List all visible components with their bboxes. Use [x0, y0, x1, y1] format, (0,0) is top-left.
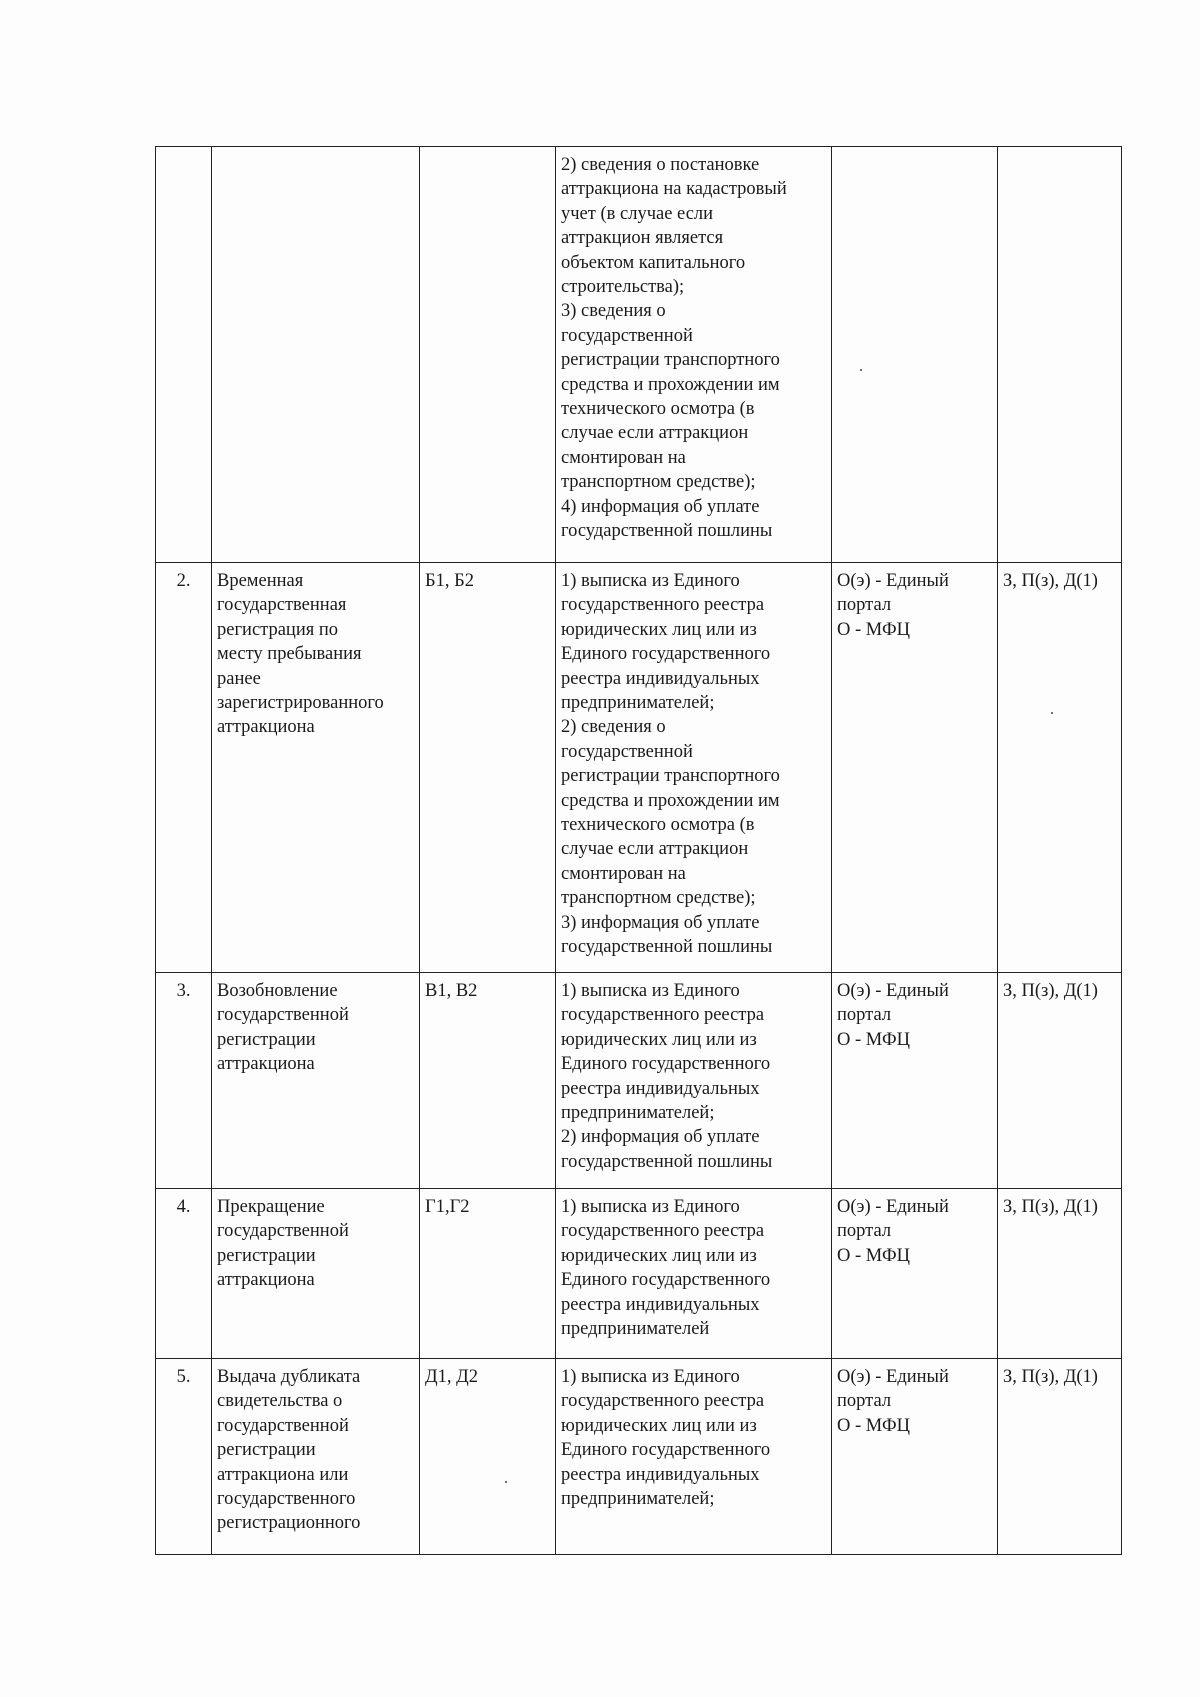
form-codes: [420, 147, 556, 563]
required-documents: [556, 1359, 832, 1555]
services-table: [155, 146, 1122, 1555]
name-line: аттракциона: [217, 1054, 315, 1075]
result-codes: З, П(з), Д(1): [998, 1189, 1122, 1359]
form-codes: Б1, Б2: [420, 563, 556, 973]
way-line: О - МФЦ: [837, 619, 910, 640]
service-name: [212, 563, 420, 973]
doc-line: случае если аттракцион: [561, 423, 749, 444]
doc-line: государственного реестра: [561, 595, 765, 616]
doc-line: случае если аттракцион: [561, 839, 749, 860]
table-row: [156, 563, 1122, 973]
doc-line: 1) выписка из Единого: [561, 571, 740, 591]
name-line: регистрации: [217, 1029, 316, 1050]
doc-line: аттракцион является: [561, 228, 724, 249]
name-line: государственного: [217, 1489, 356, 1510]
doc-line: Единого государственного: [561, 1440, 771, 1461]
doc-line: смонтирован на: [561, 863, 686, 884]
doc-line: Единого государственного: [561, 1270, 771, 1291]
doc-line: государственной: [561, 325, 693, 346]
doc-line: юридических лиц или из: [561, 1245, 757, 1266]
way-line: портал: [837, 1221, 892, 1242]
required-documents: [556, 973, 832, 1189]
name-line: Временная: [217, 571, 304, 591]
service-name: [212, 1189, 420, 1359]
scan-speck: [505, 1481, 507, 1483]
form-codes: Д1, Д2: [420, 1359, 556, 1555]
table-row: [156, 147, 1122, 563]
doc-line: регистрации транспортного: [561, 350, 780, 371]
name-line: Прекращение: [217, 1197, 325, 1217]
doc-line: регистрации транспортного: [561, 766, 780, 787]
doc-line: Единого государственного: [561, 644, 771, 665]
row-number: 5.: [156, 1359, 212, 1555]
doc-line: технического осмотра (в: [561, 815, 755, 836]
name-line: Возобновление: [217, 981, 338, 1001]
name-line: государственной: [217, 1005, 349, 1026]
doc-line: юридических лиц или из: [561, 1029, 757, 1050]
form-codes: Г1,Г2: [420, 1189, 556, 1359]
doc-line: реестра индивидуальных: [561, 668, 760, 689]
way-line: О(э) - Единый: [837, 1197, 949, 1217]
name-line: регистрации: [217, 1440, 316, 1461]
submission-ways: [832, 563, 998, 973]
way-line: О - МФЦ: [837, 1029, 910, 1050]
doc-line: средства и прохождении им: [561, 374, 780, 395]
doc-line: 3) информация об уплате: [561, 912, 760, 933]
name-line: ранее: [217, 668, 261, 689]
result-codes: З, П(з), Д(1): [998, 563, 1122, 973]
name-line: государственной: [217, 1415, 349, 1436]
scan-speck: [860, 369, 862, 371]
row-number: 2.: [156, 563, 212, 973]
way-line: портал: [837, 595, 892, 616]
service-name: [212, 1359, 420, 1555]
submission-ways: [832, 1189, 998, 1359]
doc-line: 4) информация об уплате: [561, 496, 760, 517]
scan-speck: [1051, 712, 1053, 714]
doc-line: транспортном средстве);: [561, 888, 756, 909]
name-line: государственной: [217, 1221, 349, 1242]
name-line: свидетельства о: [217, 1391, 343, 1412]
name-line: зарегистрированного: [217, 693, 384, 714]
way-line: О(э) - Единый: [837, 981, 949, 1001]
name-line: аттракциона или: [217, 1464, 349, 1485]
way-line: О(э) - Единый: [837, 1367, 949, 1387]
doc-line: 2) сведения о: [561, 717, 666, 738]
doc-line: средства и прохождении им: [561, 790, 780, 811]
table-row: [156, 1359, 1122, 1555]
way-line: О(э) - Единый: [837, 571, 949, 591]
name-line: Выдача дубликата: [217, 1367, 361, 1387]
doc-line: 2) информация об уплате: [561, 1127, 760, 1148]
doc-line: 1) выписка из Единого: [561, 981, 740, 1001]
service-name: [212, 973, 420, 1189]
doc-line: аттракциона на кадастровый: [561, 179, 787, 200]
doc-line: государственной: [561, 741, 693, 762]
row-number: 4.: [156, 1189, 212, 1359]
name-line: государственная: [217, 595, 347, 616]
doc-line: 1) выписка из Единого: [561, 1367, 740, 1387]
doc-line: юридических лиц или из: [561, 619, 757, 640]
doc-line: государственной пошлины: [561, 521, 773, 542]
doc-line: предпринимателей;: [561, 1489, 715, 1510]
service-name: [212, 147, 420, 563]
doc-line: реестра индивидуальных: [561, 1294, 760, 1315]
doc-line: объектом капитального: [561, 252, 746, 273]
doc-line: строительства);: [561, 277, 685, 298]
row-number: [156, 147, 212, 563]
name-line: аттракциона: [217, 717, 315, 738]
way-line: О - МФЦ: [837, 1415, 910, 1436]
doc-line: государственного реестра: [561, 1221, 765, 1242]
doc-line: смонтирован на: [561, 447, 686, 468]
name-line: месту пребывания: [217, 644, 362, 665]
doc-line: транспортном средстве);: [561, 472, 756, 493]
doc-line: государственного реестра: [561, 1391, 765, 1412]
form-codes: В1, В2: [420, 973, 556, 1189]
doc-line: реестра индивидуальных: [561, 1078, 760, 1099]
way-line: портал: [837, 1005, 892, 1026]
row-number: 3.: [156, 973, 212, 1189]
doc-line: 3) сведения о: [561, 301, 666, 322]
name-line: аттракциона: [217, 1270, 315, 1291]
required-documents: [556, 147, 832, 563]
doc-line: государственной пошлины: [561, 937, 773, 958]
doc-line: учет (в случае если: [561, 203, 714, 224]
way-line: портал: [837, 1391, 892, 1412]
doc-line: Единого государственного: [561, 1054, 771, 1075]
table-body: [156, 147, 1122, 1555]
submission-ways: [832, 973, 998, 1189]
doc-line: 1) выписка из Единого: [561, 1197, 740, 1217]
submission-ways: [832, 147, 998, 563]
name-line: регистрация по: [217, 619, 339, 640]
doc-line: государственного реестра: [561, 1005, 765, 1026]
doc-line: технического осмотра (в: [561, 399, 755, 420]
required-documents: [556, 563, 832, 973]
way-line: О - МФЦ: [837, 1245, 910, 1266]
required-documents: [556, 1189, 832, 1359]
doc-line: предпринимателей: [561, 1319, 710, 1340]
result-codes: З, П(з), Д(1): [998, 1359, 1122, 1555]
doc-line: юридических лиц или из: [561, 1415, 757, 1436]
table-row: [156, 1189, 1122, 1359]
doc-line: реестра индивидуальных: [561, 1464, 760, 1485]
doc-line: предпринимателей;: [561, 693, 715, 714]
result-codes: З, П(з), Д(1): [998, 973, 1122, 1189]
doc-line: государственной пошлины: [561, 1151, 773, 1172]
table-row: [156, 973, 1122, 1189]
doc-line: 2) сведения о постановке: [561, 155, 760, 175]
doc-line: предпринимателей;: [561, 1103, 715, 1124]
submission-ways: [832, 1359, 998, 1555]
name-line: регистрационного: [217, 1513, 361, 1534]
name-line: регистрации: [217, 1245, 316, 1266]
result-codes: [998, 147, 1122, 563]
